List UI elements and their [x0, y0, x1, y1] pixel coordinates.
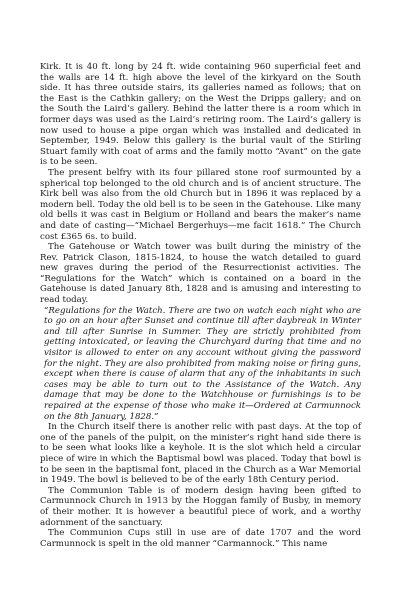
paragraph-gallery: Kirk. It is 40 ft. long by 24 ft. wide containing 960 superficial feet and the walls are 14 ft. high above the level of the kirkyard on the South side. It has three outside stairs, its galleries named as follows; that on the East is the Cathkin gallery; on the West the Dripps gallery; and on the South the Laird’s gallery. Behind the latter there is a room which in former days was used as the Laird’s retiring room. The Laird’s gallery is now used to house a pipe organ which was installed and dedicated in September, 1949. Below this gallery is the burial vault of the Stirling Stuart family with coat of arms and the family motto “Avant” on the gate is to be seen. [40, 62, 361, 168]
paragraph-pulpit: In the Church itself there is another relic with past days. At the top of one of the panels of the pulpit, on the minister’s right hand side there is to be seen what looks like a keyhole. It is the slot which held a circular piece of wire in which the Baptismal bowl was placed. Today that bowl is to be seen in the baptismal font, placed in the Church as a War Memorial in 1949. The bowl is believed to be of the early 18th Century period. [40, 422, 361, 486]
regulations-quote: “Regulations for the Watch. There are two on watch each night who are to go on an hour after Sunset and continue till after daybreak in Winter and till after Sunrise in Summer. They are strictly prohibited from getting intoxicated, or leaving the Churchyard during that time and no visitor is allowed to enter on any account without giving the password for the night. They are also prohibited from making noise or firing guns, except when there is cause of alarm that any of the inhabitants in such cases may be able to turn out to the Assistance of the Watch. Any damage that may be done to the Watchhouse or furnishings is to be repaired at the expense of those who make it—Ordered at Carmunnock on the 8th January, 1828.” [44, 305, 361, 422]
paragraph-communion-table: The Communion Table is of modern design having been gifted to Carmunnock Church in 1913 by the Hoggan family of Busby, in memory of their mother. It is however a beautiful piece of work, and a worthy adornment of the sanctuary. [40, 485, 361, 528]
paragraph-belfry: The present belfry with its four pillared stone roof surmounted by a spherical top belonged to the old church and is of ancient structure. The Kirk bell was also from the old Church but in 1896 it was replaced by a modern bell. Today the old bell is to be seen in the Gatehouse. Like many old bells it was cast in Belgium or Holland and bears the maker’s name and date of casting—“Michael Bergerhuys—me facit 1618.” The Church cost £365 6s. to build. [40, 167, 361, 242]
document-page [40, 62, 361, 549]
paragraph-communion-cups: The Communion Cups still in use are of date 1707 and the word Carmunnock is spelt in the old manner “Carmannock.” This name [40, 528, 361, 549]
paragraph-gatehouse: The Gatehouse or Watch tower was built during the ministry of the Rev. Patrick Clason, 1815-1824, to house the watch detailed to guard new graves during the period of the Resurrectionist activities. The “Regulations for the Watch” which is contained on a board in the Gatehouse is dated January 8th, 1828 and is amusing and interesting to read today. [40, 242, 361, 306]
